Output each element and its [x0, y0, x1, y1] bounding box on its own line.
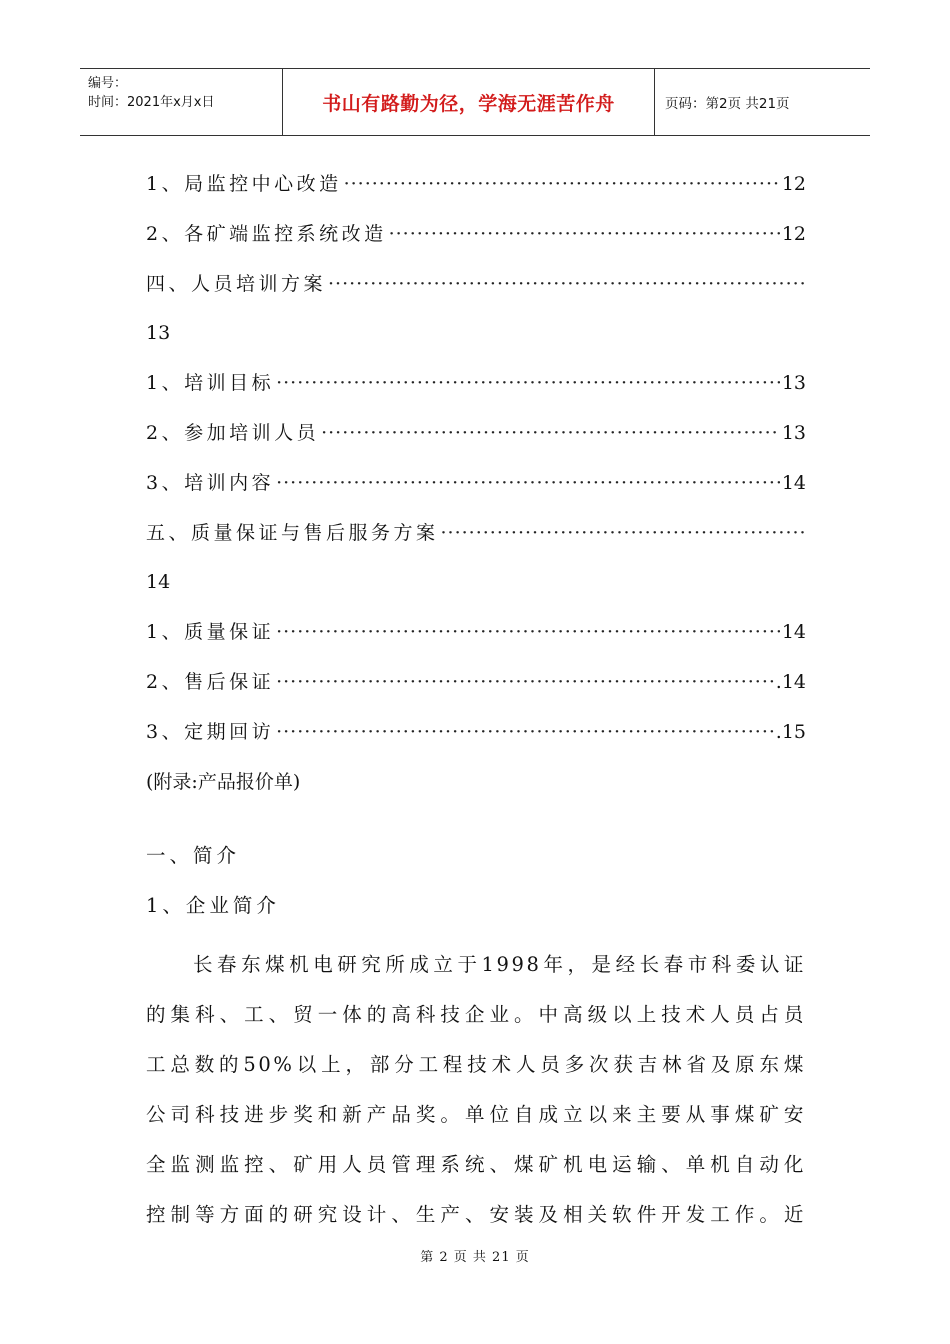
toc-entry: [146, 317, 806, 367]
toc-entry-page: 14: [781, 621, 806, 644]
toc-entry-page: 13: [146, 322, 171, 345]
toc-leader-dots: [276, 616, 780, 648]
page-footer: 第 2 页 共 21 页: [420, 1250, 530, 1265]
toc-entry-label: 五、质量保证与售后服务方案: [146, 521, 439, 544]
toc-entry-page: 12: [781, 173, 806, 195]
subsection-title: 1、企业简介: [146, 894, 280, 917]
paragraph-line: 长春东煤机电研究所成立于1998年，是经长春市科委认证: [193, 953, 806, 976]
toc-entry: [146, 367, 806, 417]
toc-leader-dots: [276, 666, 774, 698]
header-motto: 书山有路勤为径，学海无涯苦作舟: [283, 69, 655, 135]
toc-leader-dots: [389, 218, 780, 250]
table-of-contents: [146, 168, 806, 815]
toc-leader-dots: [276, 716, 774, 748]
toc-entry-label: 1、质量保证: [146, 621, 275, 644]
toc-entry-page: .14: [775, 670, 806, 693]
toc-entry: [146, 467, 806, 517]
document-body: [146, 840, 806, 1240]
toc-entry-label: 2、售后保证: [146, 670, 275, 693]
toc-entry-page: 14: [146, 571, 171, 594]
paragraph-line: 的集科、工、贸一体的高科技企业。中高级以上技术人员占员: [146, 1003, 806, 1026]
toc-entry-label: (附录:产品报价单): [146, 770, 301, 793]
body-paragraph-line: [146, 1090, 806, 1140]
toc-leader-dots: [328, 268, 804, 300]
body-paragraph-line: [146, 1040, 806, 1090]
toc-leader-dots: [276, 367, 780, 399]
paragraph-line: 全监测监控、矿用人员管理系统、煤矿机电运输、单机自动化: [146, 1153, 806, 1176]
toc-entry: [146, 268, 806, 318]
toc-entry: [146, 766, 806, 816]
toc-entry-page: 14: [781, 471, 806, 494]
body-paragraph: [146, 940, 806, 990]
toc-entry-page: 12: [781, 222, 806, 245]
paragraph-line: 工总数的50%以上，部分工程技术人员多次获吉林省及原东煤: [146, 1053, 806, 1076]
body-paragraph-line: [146, 990, 806, 1040]
toc-entry: [146, 716, 806, 766]
document-header: [80, 68, 870, 136]
toc-entry-page: 13: [781, 372, 806, 395]
toc-entry-label: 1、局监控中心改造: [146, 173, 342, 195]
paragraph-line: 公司科技进步奖和新产品奖。单位自成立以来主要从事煤矿安: [146, 1103, 806, 1126]
document-date-label: 时间：2021年x月x日: [88, 95, 215, 110]
toc-entry-page: 13: [781, 421, 806, 444]
document-number-label: 编号：: [88, 76, 128, 91]
section-title: 一、简介: [146, 844, 241, 867]
toc-entry-label: 四、人员培训方案: [146, 272, 327, 295]
toc-entry: [146, 517, 806, 567]
toc-entry: [146, 616, 806, 666]
toc-entry-label: 3、培训内容: [146, 471, 275, 494]
toc-entry: [146, 417, 806, 467]
toc-entry: [146, 666, 806, 716]
toc-entry-label: 3、定期回访: [146, 720, 275, 743]
toc-leader-dots: [276, 467, 780, 499]
toc-entry-label: 2、各矿端监控系统改造: [146, 222, 387, 245]
paragraph-line: 控制等方面的研究设计、生产、安装及相关软件开发工作。近: [146, 1203, 806, 1226]
body-paragraph-line: [146, 1190, 806, 1240]
toc-entry-page: .15: [775, 720, 806, 743]
toc-entry: [146, 218, 806, 268]
toc-leader-dots: [344, 168, 780, 200]
toc-leader-dots: [321, 417, 780, 449]
toc-leader-dots: [441, 517, 804, 549]
toc-entry: [146, 168, 806, 218]
header-page-info: 页码：第2页 共21页: [665, 96, 790, 112]
body-paragraph-line: [146, 1140, 806, 1190]
toc-entry: [146, 566, 806, 616]
toc-entry-label: 1、培训目标: [146, 372, 275, 395]
toc-entry-label: 2、参加培训人员: [146, 421, 320, 444]
header-meta-cell: [80, 69, 283, 135]
